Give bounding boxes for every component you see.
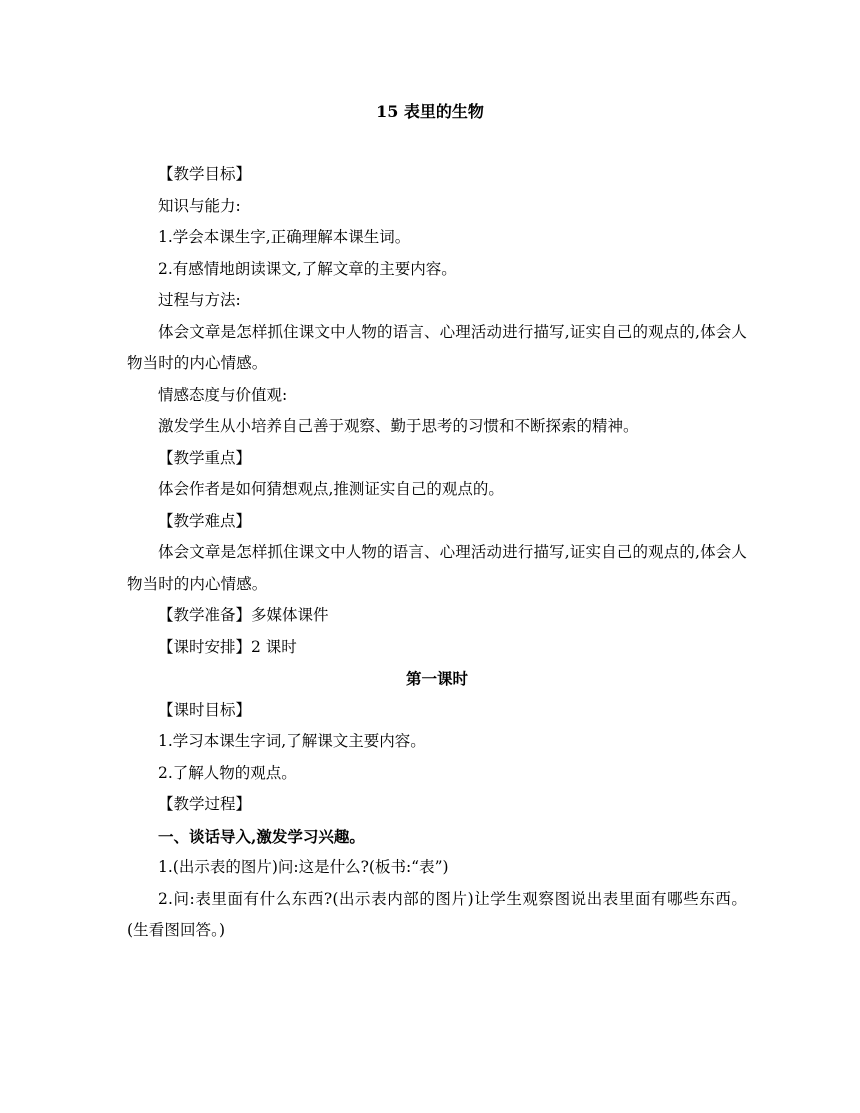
- heading-teaching-process: 【教学过程】: [158, 795, 252, 813]
- lesson-one-heading: 第一课时: [405, 669, 468, 688]
- lesson-goal-1: 1.学习本课生字词,了解课文主要内容。: [158, 732, 426, 750]
- process-paragraph: 体会文章是怎样抓住课文中人物的语言、心理活动进行描写,证实自己的观点的,体会人物当时的内心情感。: [127, 322, 747, 372]
- process-step-1: 1.(出示表的图片)问:这是什么?(板书:“表”): [158, 858, 449, 876]
- subheading-knowledge: 知识与能力:: [158, 196, 241, 215]
- lesson-goal-2: 2.了解人物的观点。: [158, 763, 297, 782]
- attitude-paragraph: 激发学生从小培养自己善于观察、勤于思考的习惯和不断探索的精神。: [158, 417, 639, 435]
- document-body: [127, 159, 747, 947]
- subheading-process: 过程与方法:: [158, 291, 241, 309]
- key-points-paragraph: 体会作者是如何猜想观点,推测证实自己的观点的。: [158, 480, 504, 498]
- goal-item-1: 1.学会本课生字,正确理解本课生词。: [158, 228, 411, 246]
- difficulties-paragraph: 体会文章是怎样抓住课文中人物的语言、心理活动进行描写,证实自己的观点的,体会人物当时的内心情感。: [127, 543, 747, 593]
- section-intro-heading: 一、谈话导入,激发学习兴趣。: [158, 826, 365, 846]
- goal-item-2: 2.有感情地朗读课文,了解文章的主要内容。: [158, 259, 457, 278]
- heading-lesson-goals: 【课时目标】: [158, 700, 252, 719]
- schedule-line: 【课时安排】2 课时: [158, 637, 297, 656]
- subheading-attitude: 情感态度与价值观:: [158, 385, 288, 404]
- process-step-2: 2.问:表里面有什么东西?(出示表内部的图片)让学生观察图说出表里面有哪些东西。(生看图回答。): [127, 889, 747, 939]
- heading-difficulties: 【教学难点】: [158, 511, 252, 530]
- heading-key-points: 【教学重点】: [158, 448, 252, 467]
- heading-teaching-goals: 【教学目标】: [158, 165, 252, 183]
- preparation-line: 【教学准备】多媒体课件: [158, 606, 329, 624]
- document-title: 15 表里的生物: [376, 102, 484, 121]
